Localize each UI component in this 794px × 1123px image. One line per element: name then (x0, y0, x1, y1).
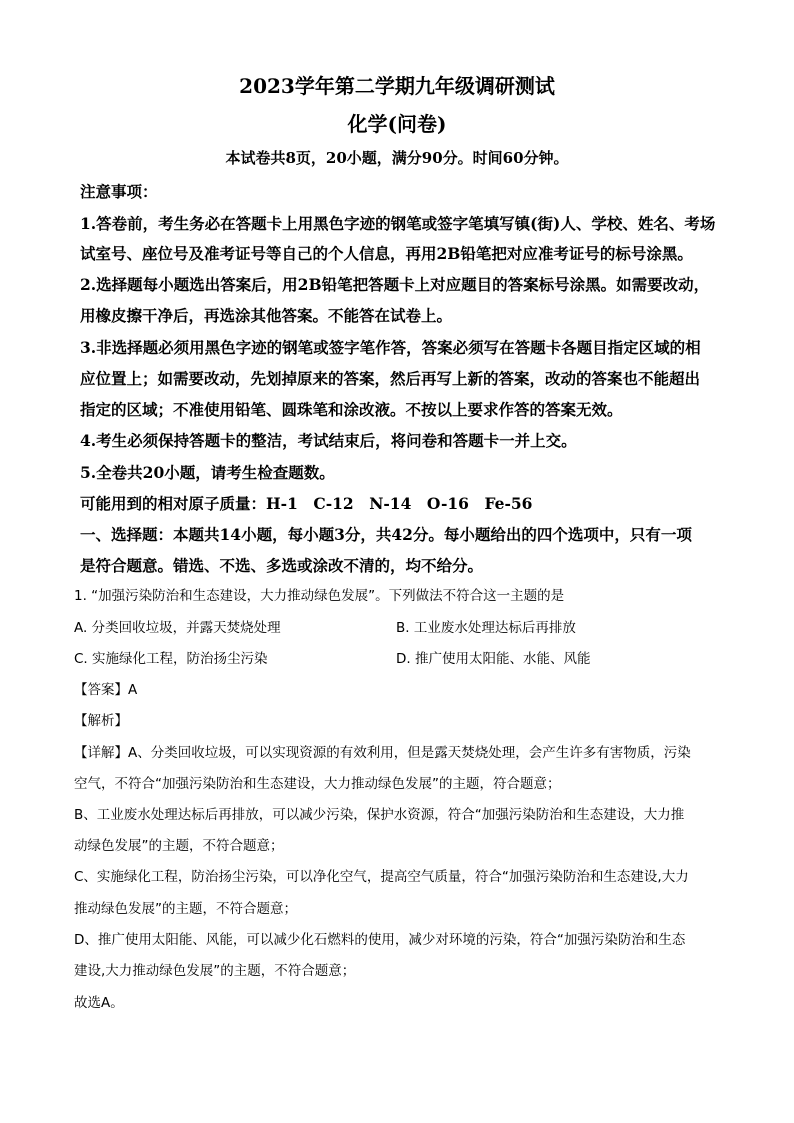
section-instructions: 一、选择题：本题共14小题，每小题3分，共42分。每小题给出的四个选项中，只有一项 (80, 525, 692, 544)
detail-line: D、推广使用太阳能、风能，可以减少化石燃料的使用，减少对环境的污染，符合“加强污染防治和生态 (74, 932, 686, 948)
detail-line: C、实施绿化工程，防治扬尘污染，可以净化空气，提高空气质量，符合“加强污染防治和生态建设,大力 (74, 869, 689, 885)
note-line: 5.全卷共20小题，请考生检查题数。 (80, 463, 335, 482)
exam-subtitle: 化学(问卷) (347, 112, 447, 136)
detail-line: 【详解】A、分类回收垃圾，可以实现资源的有效利用，但是露天焚烧处理，会产生许多有害物质，污染 (74, 745, 691, 761)
exam-meta: 本试卷共8页，20小题，满分90分。时间60分钟。 (225, 149, 569, 167)
note-line: 应位置上；如需要改动，先划掉原来的答案，然后再写上新的答案，改动的答案也不能超出 (80, 369, 701, 388)
detail-line: 建设,大力推动绿色发展”的主题，不符合题意； (74, 963, 356, 979)
option-d: D. 推广使用太阳能、水能、风能 (396, 651, 591, 667)
question-stem: 1. “加强污染防治和生态建设，大力推动绿色发展”。下列做法不符合这一主题的是 (74, 588, 565, 604)
section-instructions: 是符合题意。错选、不选、多选或涂改不清的，均不给分。 (80, 556, 484, 575)
note-line: 4.考生必须保持答题卡的整洁，考试结束后，将问卷和答题卡一并上交。 (80, 431, 577, 450)
answer-label: 【答案】A (74, 682, 138, 698)
exam-title: 2023学年第二学期九年级调研测试 (239, 74, 555, 98)
notes-heading: 注意事项： (80, 182, 158, 201)
atomic-masses: 可能用到的相对原子质量：H-1 C-12 N-14 O-16 Fe-56 (80, 494, 533, 513)
option-b: B. 工业废水处理达标后再排放 (396, 620, 576, 636)
option-c: C. 实施绿化工程，防治扬尘污染 (74, 651, 268, 667)
detail-line: 空气，不符合“加强污染防治和生态建设，大力推动绿色发展”的主题，符合题意； (74, 776, 561, 792)
detail-line: B、工业废水处理达标后再排放，可以减少污染，保护水资源，符合“加强污染防治和生态建设，大力推 (74, 807, 685, 823)
option-a: A. 分类回收垃圾，并露天焚烧处理 (74, 620, 281, 636)
note-line: 2.选择题每小题选出答案后，用2B铅笔把答题卡上对应题目的答案标号涂黑。如需要改动， (80, 275, 710, 294)
note-line: 1.答卷前，考生务必在答题卡上用黑色字迹的钢笔或签字笔填写镇(街)人、学校、姓名、考场 (80, 214, 716, 233)
note-line: 用橡皮擦干净后，再选涂其他答案。不能答在试卷上。 (80, 306, 453, 325)
note-line: 3.非选择题必须用黑色字迹的钢笔或签字笔作答，答案必须写在答题卡各题目指定区域的相 (80, 338, 701, 357)
detail-line: 动绿色发展”的主题，不符合题意； (74, 838, 284, 854)
analysis-label: 【解析】 (74, 713, 128, 729)
detail-line: 推动绿色发展”的主题，不符合题意； (74, 901, 297, 917)
note-line: 指定的区域；不准使用铅笔、圆珠笔和涂改液。不按以上要求作答的答案无效。 (80, 400, 623, 419)
detail-line: 故选A。 (74, 995, 124, 1011)
note-line: 试室号、座位号及准考证号等自己的个人信息，再用2B铅笔把对应准考证号的标号涂黑。 (80, 244, 693, 263)
